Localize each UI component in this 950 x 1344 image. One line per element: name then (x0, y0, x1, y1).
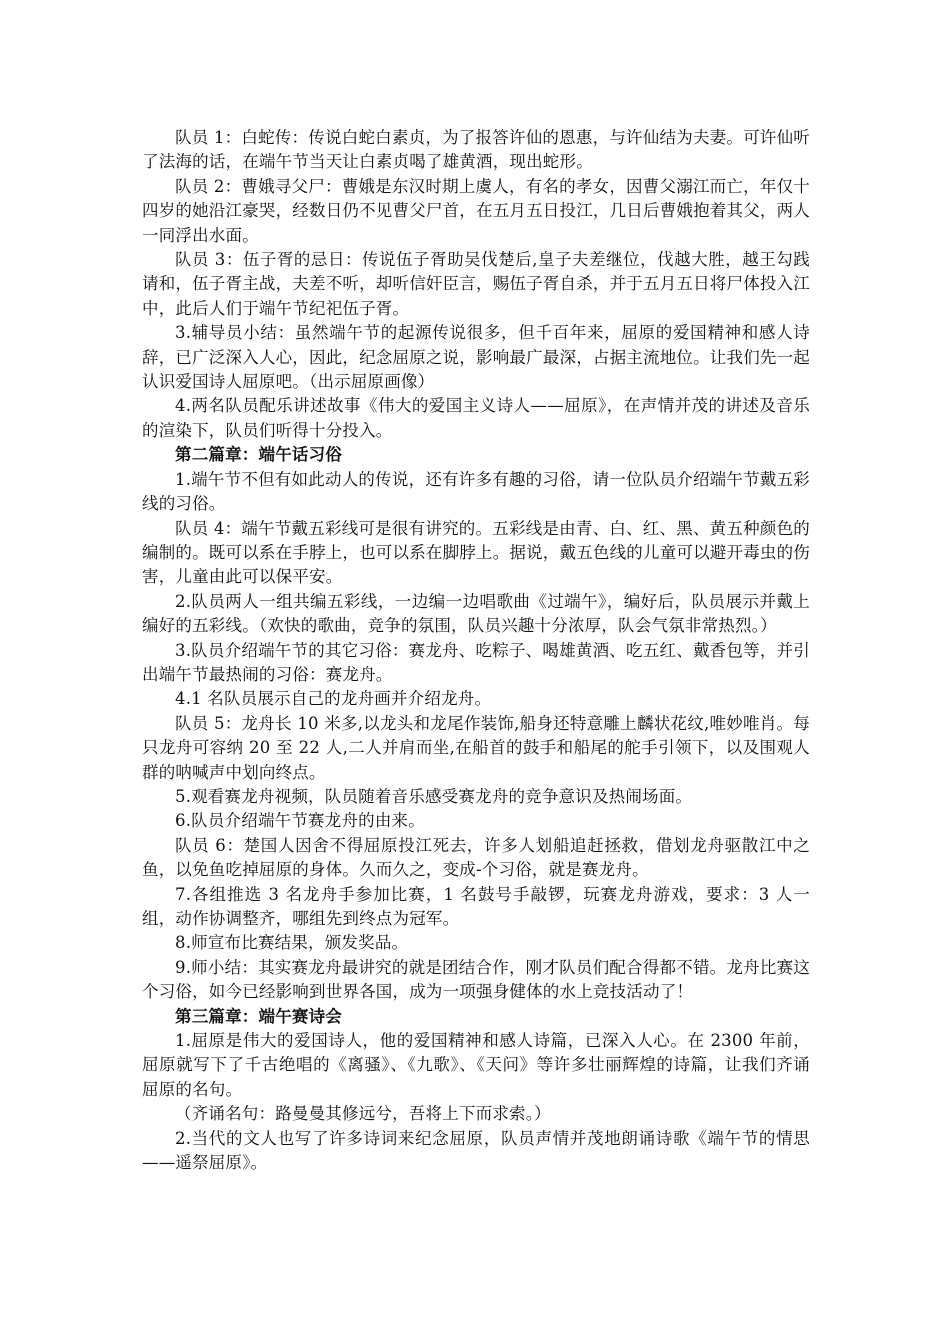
paragraph-results: 8.师宣布比赛结果，颁发奖品。 (175, 933, 409, 953)
paragraph-five-color-thread-detail: 队员 4：端午节戴五彩线可是很有讲究的。五彩线是由青、白、红、黑、黄五种颜色的编制的。既可以系在手脖上，也可以系在脚脖上。据说，戴五色线的儿童可以避开毒虫的伤害，儿童由此可以保平安。 (142, 518, 810, 587)
paragraph-legend-white-snake: 队员 1：白蛇传：传说白蛇白素贞，为了报答许仙的恩惠，与许仙结为夫妻。可许仙听了法海的话，在端午节当天让白素贞喝了雄黄酒，现出蛇形。 (142, 128, 810, 172)
paragraph-recite-quote: （齐诵名句：路曼曼其修远兮，吾将上下而求索。） (175, 1104, 551, 1124)
document-body (142, 126, 810, 1175)
paragraph-other-customs: 3.队员介绍端午节的其它习俗：赛龙舟、吃粽子、喝雄黄酒、吃五红、戴香包等，并引出端午节最热闹的习俗：赛龙舟。 (142, 640, 810, 684)
paragraph-weave-thread-activity: 2.队员两人一组共编五彩线，一边编一边唱歌曲《过端午》，编好后，队员展示并戴上编好的五彩线。（欢快的歌曲，竞争的氛围，队员兴趣十分浓厚，队会气氛非常热烈。） (142, 591, 810, 636)
paragraph-qu-yuan-poems: 1.屈原是伟大的爱国诗人，他的爱国精神和感人诗篇，已深入人心。在 2300 年前，屈原就写下了千古绝唱的《离骚》、《九歌》、《天问》等许多壮丽辉煌的诗篇，让我们齐诵屈原的名句。 (142, 1031, 810, 1099)
paragraph-watch-video: 5.观看赛龙舟视频，队员随着音乐感受赛龙舟的竞争意识及热闹场面。 (175, 786, 693, 806)
paragraph-race-game: 7.各组推选 3 名龙舟手参加比赛，1 名鼓号手敲锣，玩赛龙舟游戏，要求：3 人一组，动作协调整齐，哪组先到终点为冠军。 (142, 884, 810, 928)
paragraph-dragon-boat-description: 队员 5：龙舟长 10 米多,以龙头和龙尾作装饰,船身还特意雕上麟状花纹,唯妙唯肖。每只龙舟可容纳 20 至 22 人,二人并肩而坐,在船首的鼓手和船尾的舵手引领下，以及围观人群的呐喊声中划向终点。 (142, 713, 810, 782)
paragraph-counselor-summary: 3.辅导员小结：虽然端午节的起源传说很多，但千百年来，屈原的爱国精神和感人诗辞，已广泛深入人心，因此，纪念屈原之说，影响最广最深，占据主流地位。让我们先一起认识爱国诗人屈原吧。（出示屈原画像） (142, 323, 810, 392)
section-heading-poetry: 第三篇章：端午赛诗会 (175, 1006, 342, 1026)
paragraph-five-color-thread-intro: 1.端午节不但有如此动人的传说，还有许多有趣的习俗，请一位队员介绍端午节戴五彩线的习俗。 (142, 469, 810, 514)
paragraph-race-origin-detail: 队员 6：楚国人因舍不得屈原投江死去，许多人划船追赶拯救，借划龙舟驱散江中之鱼，以免鱼吃掉屈原的身体。久而久之，变成-个习俗，就是赛龙舟。 (142, 835, 810, 880)
paragraph-modern-poem: 2.当代的文人也写了许多诗词来纪念屈原，队员声情并茂地朗诵诗歌《端午节的情思——遥祭屈原》。 (142, 1128, 810, 1173)
section-heading-customs: 第二篇章：端午话习俗 (175, 445, 342, 465)
paragraph-qu-yuan-story: 4.两名队员配乐讲述故事《伟大的爱国主义诗人——屈原》，在声情并茂的讲述及音乐的渲染下，队员们听得十分投入。 (142, 396, 810, 440)
paragraph-legend-cao-e: 队员 2：曹娥寻父尸：曹娥是东汉时期上虞人，有名的孝女，因曹父溺江而亡，年仅十四岁的她沿江豪哭，经数日仍不见曹父尸首，在五月五日投江，几日后曹娥抱着其父，两人一同浮出水面。 (142, 176, 810, 245)
paragraph-race-origin-intro: 6.队员介绍端午节赛龙舟的由来。 (175, 811, 425, 831)
paragraph-legend-wu-zixu: 队员 3：伍子胥的忌日：传说伍子胥助吴伐楚后,皇子夫差继位，伐越大胜，越王勾践请和，伍子胥主战，夫差不听，却听信奸臣言，赐伍子胥自杀，并于五月五日将尸体投入江中，此后人们于端午节纪祀伍子胥。 (142, 250, 810, 318)
paragraph-teacher-summary: 9.师小结：其实赛龙舟最讲究的就是团结合作，刚才队员们配合得都不错。龙舟比赛这个习俗，如今已经影响到世界各国，成为一项强身健体的水上竞技活动了！ (142, 957, 810, 1002)
paragraph-dragon-boat-drawing: 4.1 名队员展示自己的龙舟画并介绍龙舟。 (175, 689, 492, 709)
